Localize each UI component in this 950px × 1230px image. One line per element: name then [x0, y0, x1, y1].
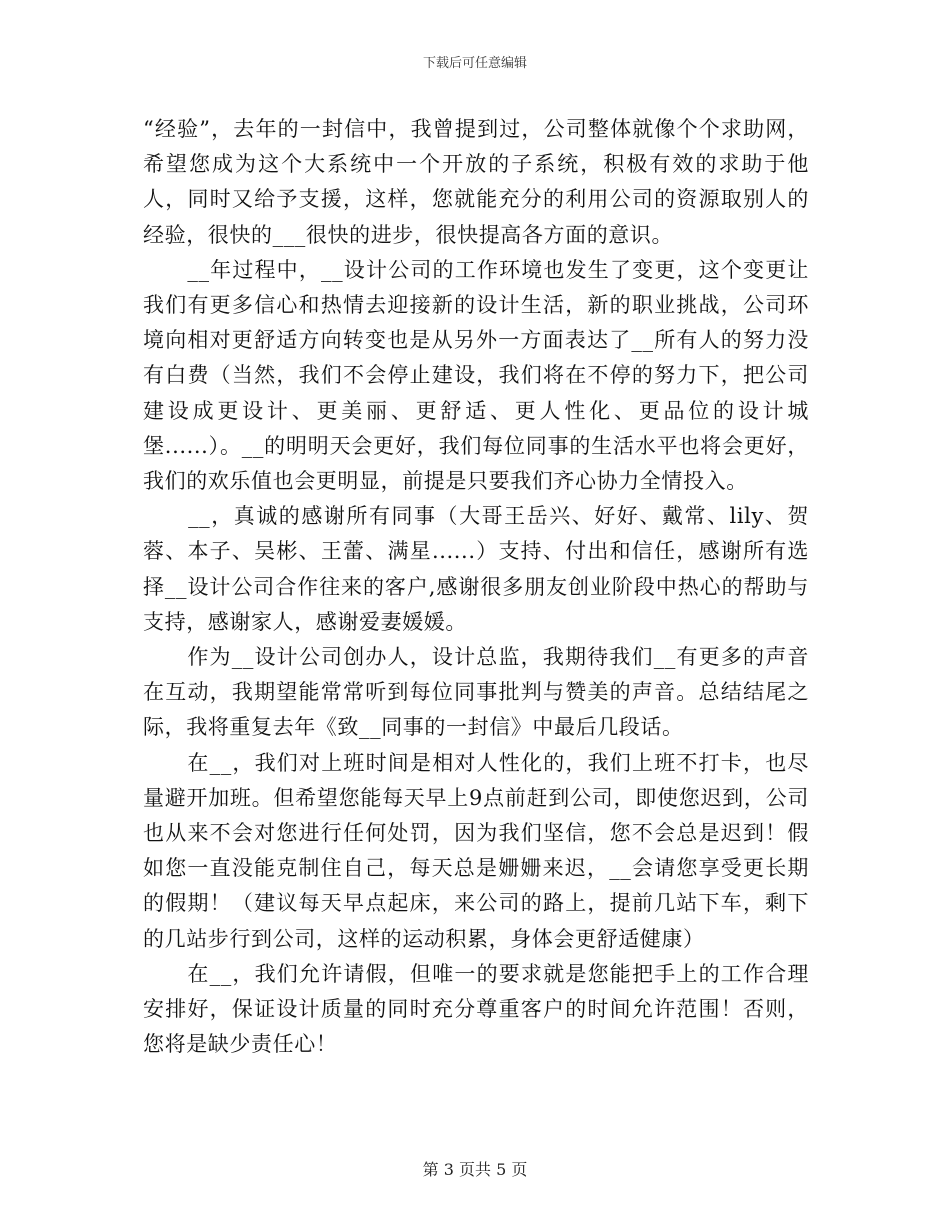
paragraph: 在__，我们对上班时间是相对人性化的，我们上班不打卡，也尽量避开加班。但希望您能每天早上9点前赶到公司，即使您迟到，公司也从来不会对您进行任何处罚，因为我们坚信，您不会总是迟到！假如您一直没能克制住自己，每天总是姗姗来迟，__会请您享受更长期的假期！（建议每天早点起床，来公司的路上，提前几站下车，剩下的几站步行到公司，这样的运动积累，身体会更舒适健康） [143, 750, 809, 951]
paragraph: 在__，我们允许请假，但唯一的要求就是您能把手上的工作合理安排好，保证设计质量的同时充分尊重客户的时间允许范围！否则，您将是缺少责任心！ [143, 961, 809, 1057]
page-footer: 第 3 页共 5 页 [422, 1160, 528, 1179]
paragraph: 作为__设计公司创办人，设计总监，我期待我们__有更多的声音在互动，我期望能常常听到每位同事批判与赞美的声音。总结结尾之际，我将重复去年《致__同事的一封信》中最后几段话。 [143, 645, 809, 740]
document-body [143, 112, 809, 1062]
paragraph: __年过程中，__设计公司的工作环境也发生了变更，这个变更让我们有更多信心和热情去迎接新的设计生活，新的职业挑战，公司环境向相对更舒适方向转变也是从另外一方面表达了__所有人的努力没有白费（当然，我们不会停止建设，我们将在不停的努力下，把公司建设成更设计、更美丽、更舒适、更人性化、更品位的设计城堡......）。__的明明天会更好，我们每位同事的生活水平也将会更好，我们的欢乐值也会更明显，前提是只要我们齐心协力全情投入。 [143, 257, 809, 494]
paragraph: “经验”，去年的一封信中，我曾提到过，公司整体就像个个求助网，希望您成为这个大系统中一个开放的子系统，积极有效的求助于他人，同时又给予支援，这样，您就能充分的利用公司的资源取别人的经验，很快的___很快的进步，很快提高各方面的意识。 [143, 117, 809, 247]
paragraph: __，真诚的感谢所有同事（大哥王岳兴、好好、戴常、lily、贺蓉、本子、吴彬、王蕾、满星......）支持、付出和信任，感谢所有选择__设计公司合作往来的客户,感谢很多朋友创业阶段中热心的帮助与支持，感谢家人，感谢爱妻媛媛。 [143, 504, 809, 634]
page-header: 下载后可任意编辑 [422, 56, 527, 71]
